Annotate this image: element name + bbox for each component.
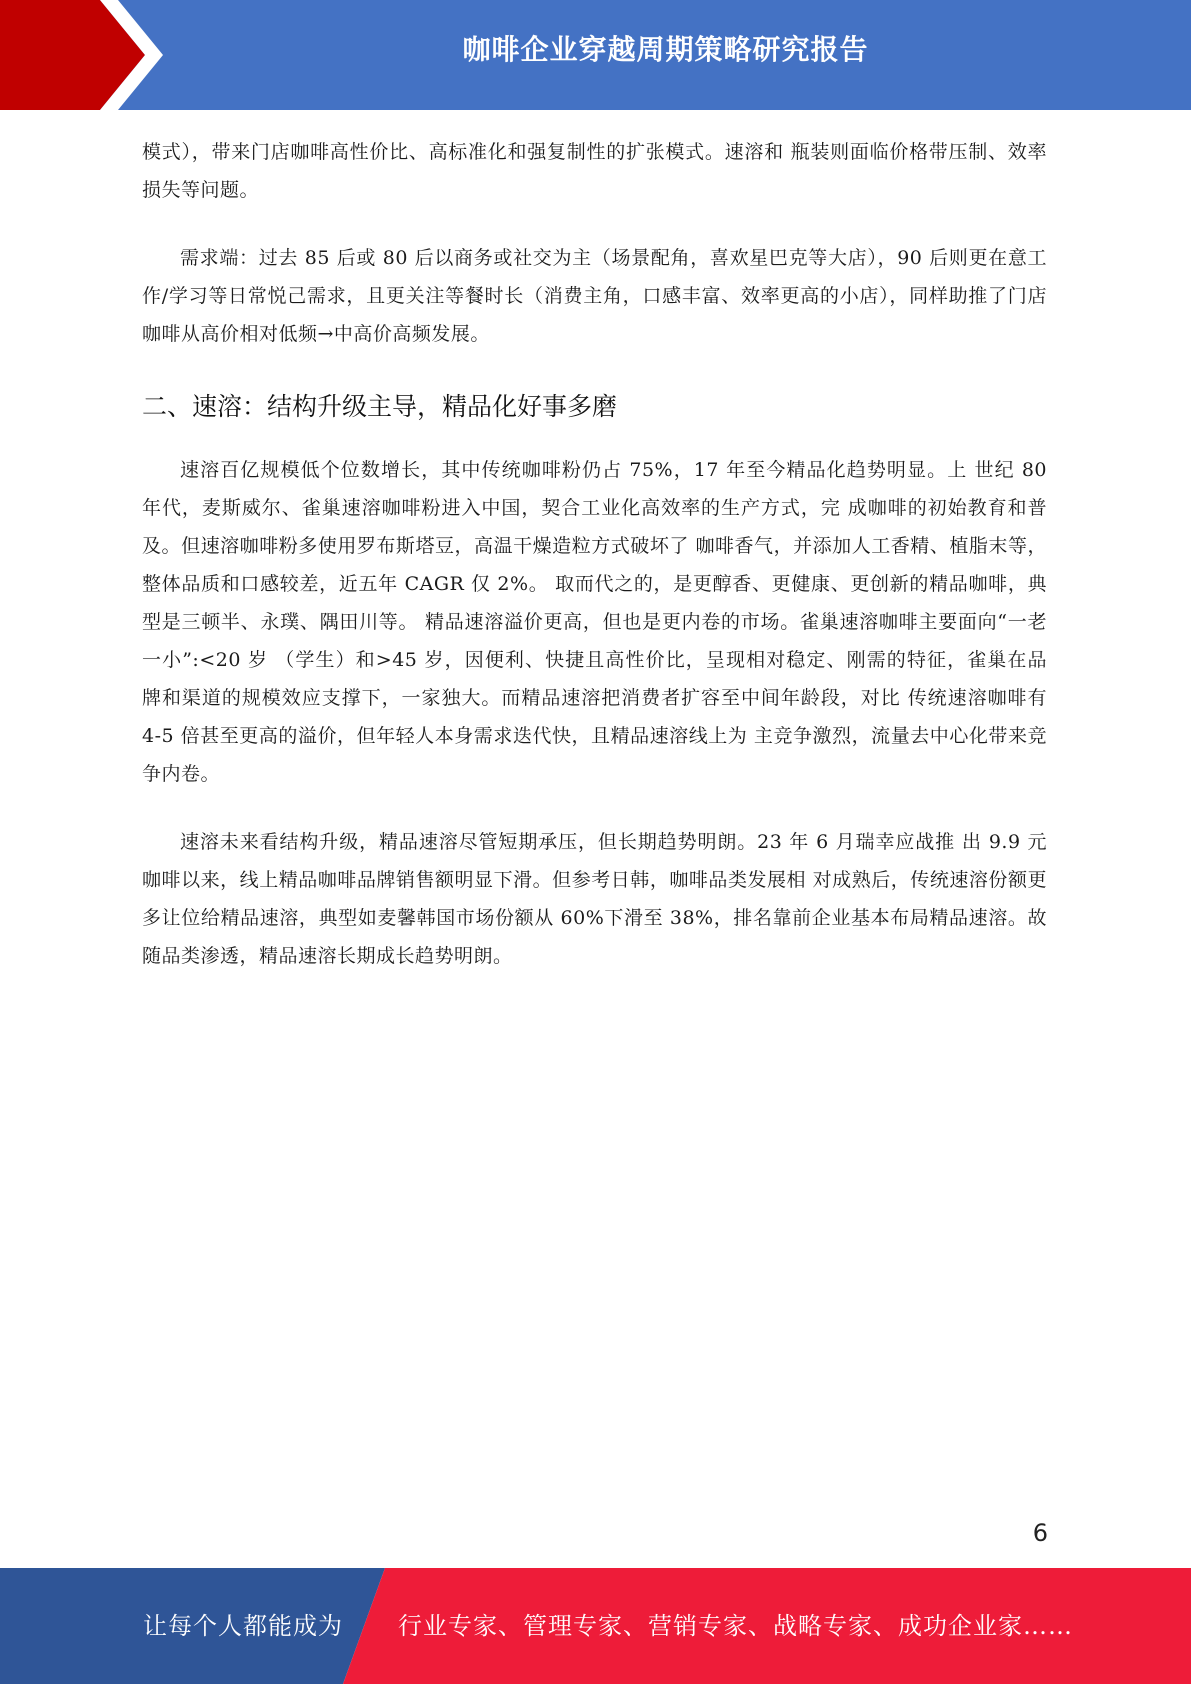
footer-banner (0, 1568, 1191, 1684)
body-paragraph: 需求端：过去 85 后或 80 后以商务或社交为主（场景配角，喜欢星巴克等大店），90 后则更在意工作/学习等日常悦己需求，且更关注等餐时长（消费主角，口感丰富、效率更高的小店），同样助推了门店咖啡从高价相对低频→中高价高频发展。 (142, 247, 1047, 345)
page-number: 6 (1032, 1519, 1048, 1547)
section-paragraph: 速溶未来看结构升级，精品速溶尽管短期承压，但长期趋势明朗。23 年 6 月瑞幸应战推 出 9.9 元咖啡以来，线上精品咖啡品牌销售额明显下滑。但参考日韩，咖啡品类发展相 对成熟后，传统速溶份额更多让位给精品速溶，典型如麦馨韩国市场份额从 60%下滑至 38%，排名靠前企业基本布局精品速溶。故随品类渗透，精品速溶长期成长趋势明朗。 (142, 831, 1047, 967)
section-paragraph: 速溶百亿规模低个位数增长，其中传统咖啡粉仍占 75%，17 年至今精品化趋势明显。上 世纪 80 年代，麦斯威尔、雀巢速溶咖啡粉进入中国，契合工业化高效率的生产方式，完 成咖啡的初始教育和普及。但速溶咖啡粉多使用罗布斯塔豆，高温干燥造粒方式破坏了 咖啡香气，并添加人工香精、植脂末等，整体品质和口感较差，近五年 CAGR 仅 2%。 取而代之的，是更醇香、更健康、更创新的精品咖啡，典型是三顿半、永璞、隅田川等。 精品速溶溢价更高，但也是更内卷的市场。雀巢速溶咖啡主要面向“一老一小”:<20 岁 （学生）和>45 岁，因便利、快捷且高性价比，呈现相对稳定、刚需的特征，雀巢在品 牌和渠道的规模效应支撑下，一家独大。而精品速溶把消费者扩容至中间年龄段，对比 传统速溶咖啡有 4-5 倍甚至更高的溢价，但年轻人本身需求迭代快，且精品速溶线上为 主竞争激烈，流量去中心化带来竞争内卷。 (142, 459, 1047, 785)
report-title: 咖啡企业穿越周期策略研究报告 (462, 33, 869, 66)
page-content (142, 133, 1047, 975)
footer-slogan-right: 行业专家、管理专家、营销专家、战略专家、成功企业家…… (398, 1612, 1073, 1640)
header-banner (0, 0, 1191, 110)
body-paragraph: 模式），带来门店咖啡高性价比、高标准化和强复制性的扩张模式。速溶和 瓶装则面临价格带压制、效率损失等问题。 (142, 141, 1047, 201)
footer-slogan-left: 让每个人都能成为 (143, 1612, 343, 1640)
section-heading: 二、速溶：结构升级主导，精品化好事多磨 (142, 392, 618, 421)
